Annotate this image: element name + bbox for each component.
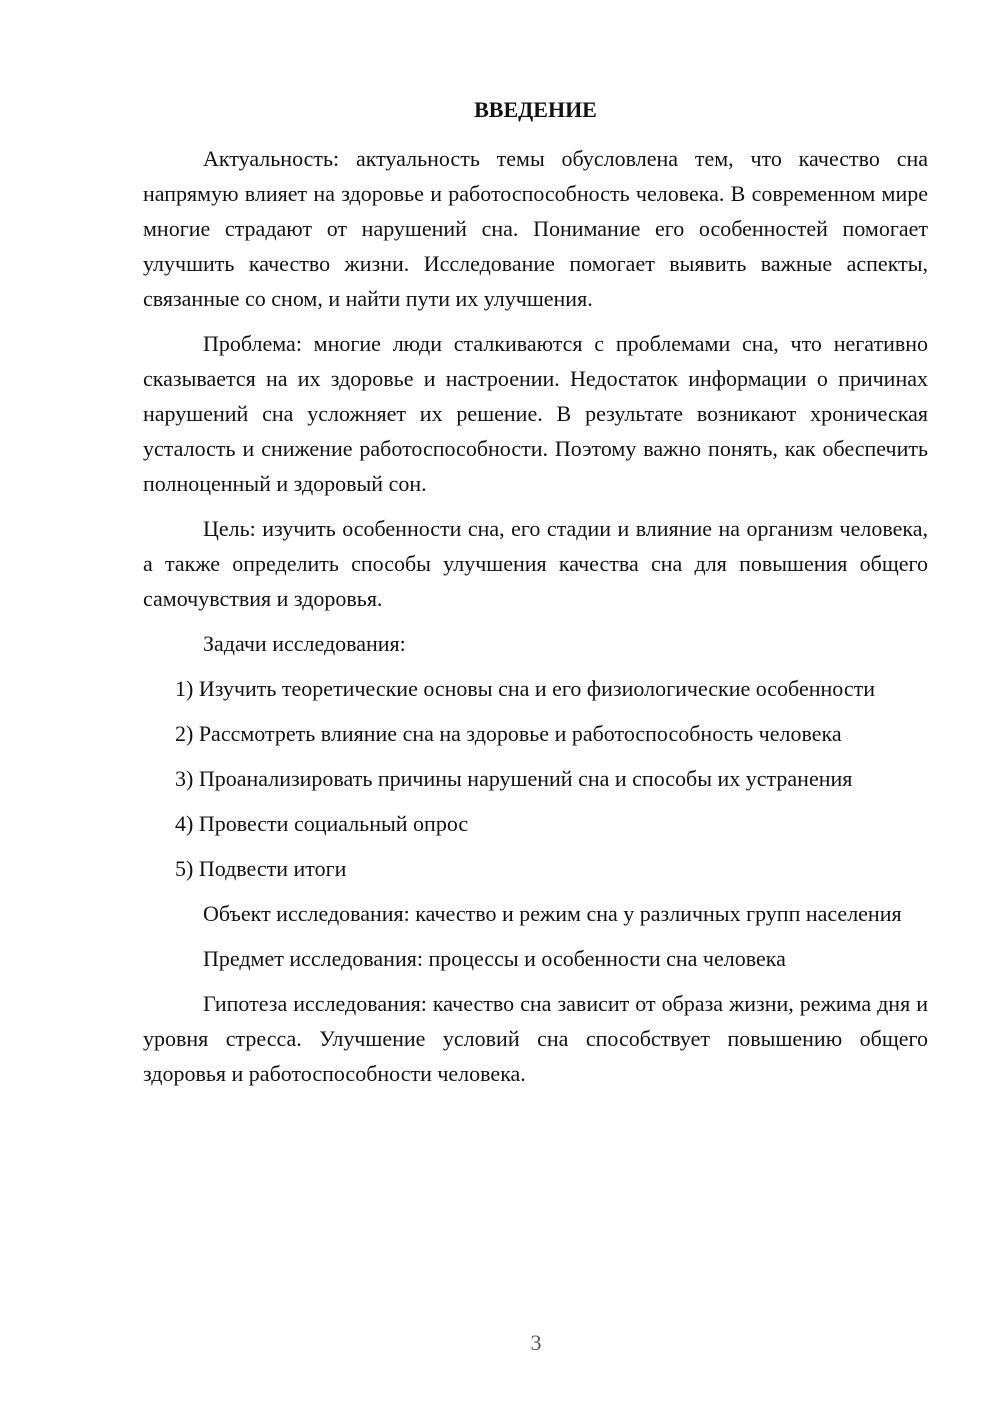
paragraph-object: Объект исследования: качество и режим сна у различных групп населения [203, 901, 902, 926]
page-title: ВВЕДЕНИЕ [474, 97, 597, 122]
page-content [143, 92, 928, 1101]
page-number: 3 [530, 1330, 542, 1355]
paragraph-tasks-heading: Задачи исследования: [203, 631, 406, 656]
paragraph-subject: Предмет исследования: процессы и особенности сна человека [203, 946, 786, 971]
paragraph-relevance: Актуальность: актуальность темы обусловлена тем, что качество сна напрямую влияет на здоровье и работоспособность человека. В современном мире многие страдают от нарушений сна. Понимание его особенностей помогает улучшить качество жизни. Исследование помогает выявить важные аспекты, связанные со сном, и найти пути их улучшения. [143, 146, 928, 311]
paragraph-hypothesis: Гипотеза исследования: качество сна зависит от образа жизни, режима дня и уровня стресса. Улучшение условий сна способствует повышению общего здоровья и работоспособности человека. [143, 991, 928, 1086]
task-item-4: 4) Провести социальный опрос [175, 811, 469, 836]
task-item-3: 3) Проанализировать причины нарушений сна и способы их устранения [175, 766, 853, 791]
task-item-1: 1) Изучить теоретические основы сна и его физиологические особенности [175, 676, 875, 701]
task-item-2: 2) Рассмотреть влияние сна на здоровье и работоспособность человека [175, 721, 842, 746]
paragraph-problem: Проблема: многие люди сталкиваются с проблемами сна, что негативно сказывается на их здоровье и настроении. Недостаток информации о причинах нарушений сна усложняет их решение. В результате возникают хроническая усталость и снижение работоспособности. Поэтому важно понять, как обеспечить полноценный и здоровый сон. [143, 331, 928, 496]
paragraph-goal: Цель: изучить особенности сна, его стадии и влияние на организм человека, а также определить способы улучшения качества сна для повышения общего самочувствия и здоровья. [143, 516, 928, 611]
task-item-5: 5) Подвести итоги [175, 856, 347, 881]
